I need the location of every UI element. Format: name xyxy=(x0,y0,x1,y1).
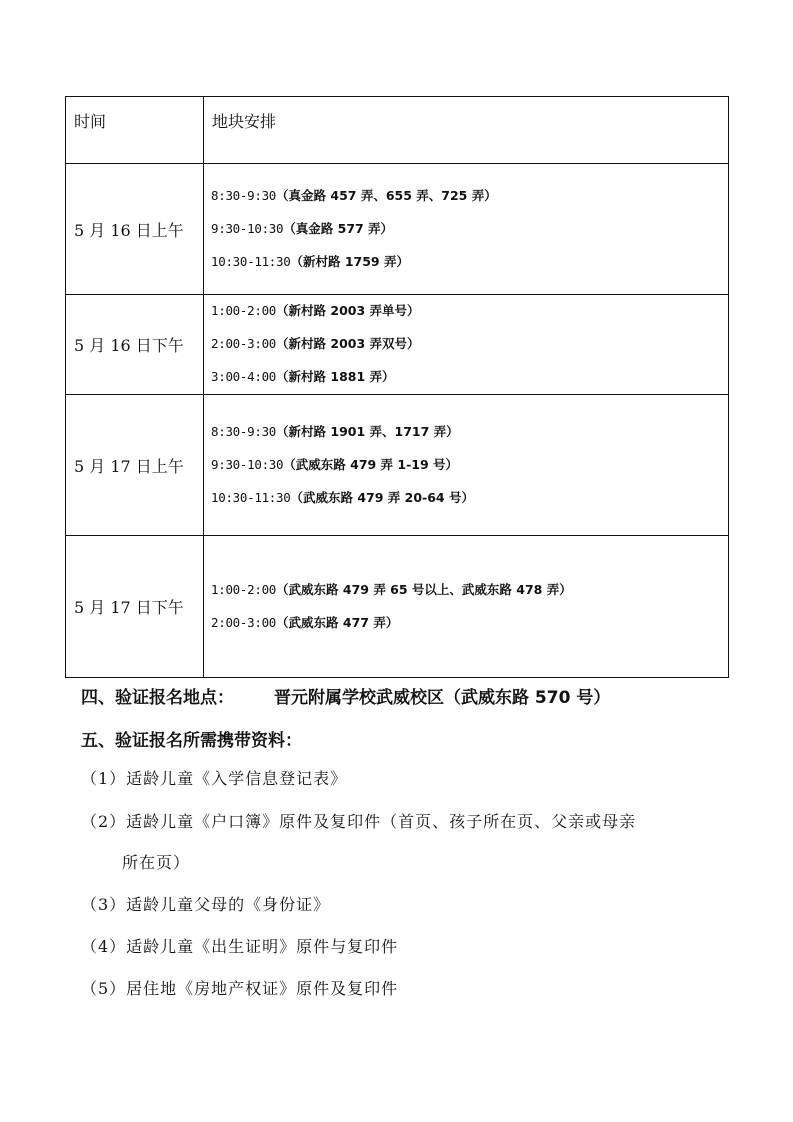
slot xyxy=(211,246,728,279)
list-item-continuation: 所在页） xyxy=(122,853,191,872)
slot xyxy=(211,574,728,607)
slot-location: （真金路 577 弄） xyxy=(283,220,394,236)
slot-time: 8:30-9:30 xyxy=(211,187,277,203)
slot-location: （新村路 1759 弄） xyxy=(290,253,409,269)
section-4-label: 四、验证报名地点： xyxy=(81,688,234,708)
slot-location: （武威东路 477 弄） xyxy=(276,614,399,630)
section-4-heading xyxy=(81,683,610,708)
slot-location: （新村路 2003 弄双号） xyxy=(276,336,420,351)
slot-location: （新村路 2003 弄单号） xyxy=(276,303,420,318)
slot-location: （真金路 457 弄、655 弄、725 弄） xyxy=(276,187,497,203)
row-slots xyxy=(204,164,729,295)
list-item: （4）适龄儿童《出生证明》原件与复印件 xyxy=(81,937,399,956)
section-5-heading: 五、验证报名所需携带资料： xyxy=(81,731,302,751)
slot xyxy=(211,180,728,213)
slot-time: 9:30-10:30 xyxy=(211,220,284,236)
slot-time: 3:00-4:00 xyxy=(211,369,277,384)
row-time: 5 月 17 日上午 xyxy=(66,395,204,536)
header-arrangement: 地块安排 xyxy=(212,112,277,131)
slot xyxy=(211,449,728,482)
schedule-table xyxy=(65,96,729,678)
table-header-row xyxy=(66,97,729,164)
list-item: （3）适龄儿童父母的《身份证》 xyxy=(81,895,331,914)
slot-location: （武威东路 479 弄 20-64 号） xyxy=(290,489,474,505)
slot-location: （新村路 1881 弄） xyxy=(276,369,395,384)
slot xyxy=(211,295,728,328)
slot-time: 10:30-11:30 xyxy=(211,489,291,505)
table-row xyxy=(66,295,729,395)
slot xyxy=(211,482,728,515)
slot-time: 9:30-10:30 xyxy=(211,456,284,472)
section-4-value: 晋元附属学校武威校区（武威东路 570 号） xyxy=(274,688,611,708)
header-time: 时间 xyxy=(74,112,107,131)
slot-location: （武威东路 479 弄 1-19 号） xyxy=(283,456,459,472)
slot-time: 2:00-3:00 xyxy=(211,336,277,351)
list-item: （1）适龄儿童《入学信息登记表》 xyxy=(81,769,348,788)
slot xyxy=(211,361,728,394)
row-time: 5 月 16 日下午 xyxy=(66,295,204,395)
slot xyxy=(211,607,728,640)
slot-time: 1:00-2:00 xyxy=(211,303,277,318)
header-time-cell xyxy=(66,97,204,164)
slot-location: （新村路 1901 弄、1717 弄） xyxy=(276,423,459,439)
row-time: 5 月 16 日上午 xyxy=(66,164,204,295)
slot xyxy=(211,213,728,246)
slot-time: 10:30-11:30 xyxy=(211,253,291,269)
slot xyxy=(211,328,728,361)
header-arrangement-cell xyxy=(204,97,729,164)
table-row xyxy=(66,164,729,295)
list-item: （5）居住地《房地产权证》原件及复印件 xyxy=(81,979,399,998)
slot-time: 1:00-2:00 xyxy=(211,581,277,597)
slot-location: （武威东路 479 弄 65 号以上、武威东路 478 弄） xyxy=(276,581,572,597)
table-row xyxy=(66,536,729,678)
slot-time: 8:30-9:30 xyxy=(211,423,277,439)
slot xyxy=(211,416,728,449)
slot-time: 2:00-3:00 xyxy=(211,614,277,630)
row-slots xyxy=(204,536,729,678)
table-row xyxy=(66,395,729,536)
row-time: 5 月 17 日下午 xyxy=(66,536,204,678)
row-slots xyxy=(204,395,729,536)
list-item: （2）适龄儿童《户口簿》原件及复印件（首页、孩子所在页、父亲或母亲 xyxy=(81,812,637,831)
row-slots xyxy=(204,295,729,395)
